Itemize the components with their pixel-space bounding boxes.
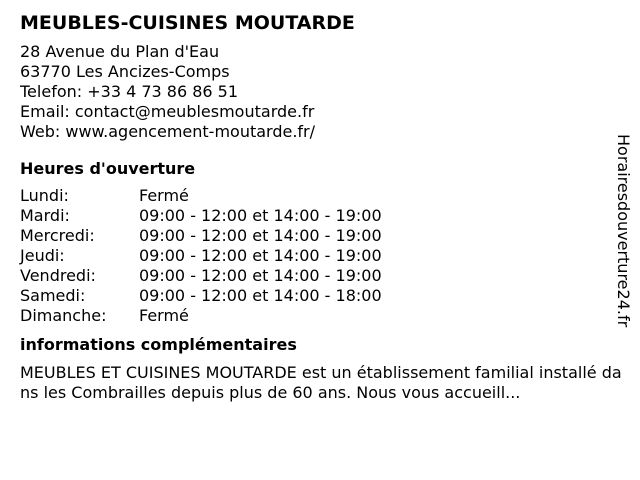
website-link[interactable]: Web: www.agencement-moutarde.fr/ (20, 122, 316, 141)
hours-row-sunday (20, 306, 610, 326)
day-label: Dimanche: (20, 306, 107, 325)
address-city: 63770 Les Ancizes-Comps (20, 62, 230, 81)
business-name: MEUBLES-CUISINES MOUTARDE (20, 12, 355, 34)
day-hours: Fermé (139, 306, 189, 325)
day-hours: 09:00 - 12:00 et 14:00 - 19:00 (139, 226, 382, 245)
day-hours: 09:00 - 12:00 et 14:00 - 19:00 (139, 266, 382, 285)
business-card (20, 10, 622, 403)
day-label: Vendredi: (20, 266, 96, 285)
email-address[interactable]: Email: contact@meublesmoutarde.fr (20, 102, 315, 121)
hours-row-tuesday (20, 206, 610, 226)
hours-table (20, 186, 610, 326)
phone-number[interactable]: Telefon: +33 4 73 86 86 51 (20, 82, 239, 101)
address-street: 28 Avenue du Plan d'Eau (20, 42, 220, 61)
business-description: MEUBLES ET CUISINES MOUTARDE est un établissement familial installé dans les Combrailles depuis plus de 60 ans. Nous vous accueill... (20, 363, 622, 402)
day-label: Lundi: (20, 186, 69, 205)
day-hours: 09:00 - 12:00 et 14:00 - 19:00 (139, 206, 382, 225)
hours-row-friday (20, 266, 610, 286)
day-label: Samedi: (20, 286, 86, 305)
day-hours: 09:00 - 12:00 et 14:00 - 18:00 (139, 286, 382, 305)
hours-row-saturday (20, 286, 610, 306)
hours-row-wednesday (20, 226, 610, 246)
hours-row-thursday (20, 246, 610, 266)
site-watermark: Horairesdouverture24.fr (614, 134, 633, 328)
day-label: Mercredi: (20, 226, 95, 245)
day-label: Mardi: (20, 206, 70, 225)
info-heading: informations complémentaires (20, 335, 297, 354)
hours-heading: Heures d'ouverture (20, 159, 196, 178)
day-hours: 09:00 - 12:00 et 14:00 - 19:00 (139, 246, 382, 265)
day-label: Jeudi: (20, 246, 65, 265)
day-hours: Fermé (139, 186, 189, 205)
hours-row-monday (20, 186, 610, 206)
